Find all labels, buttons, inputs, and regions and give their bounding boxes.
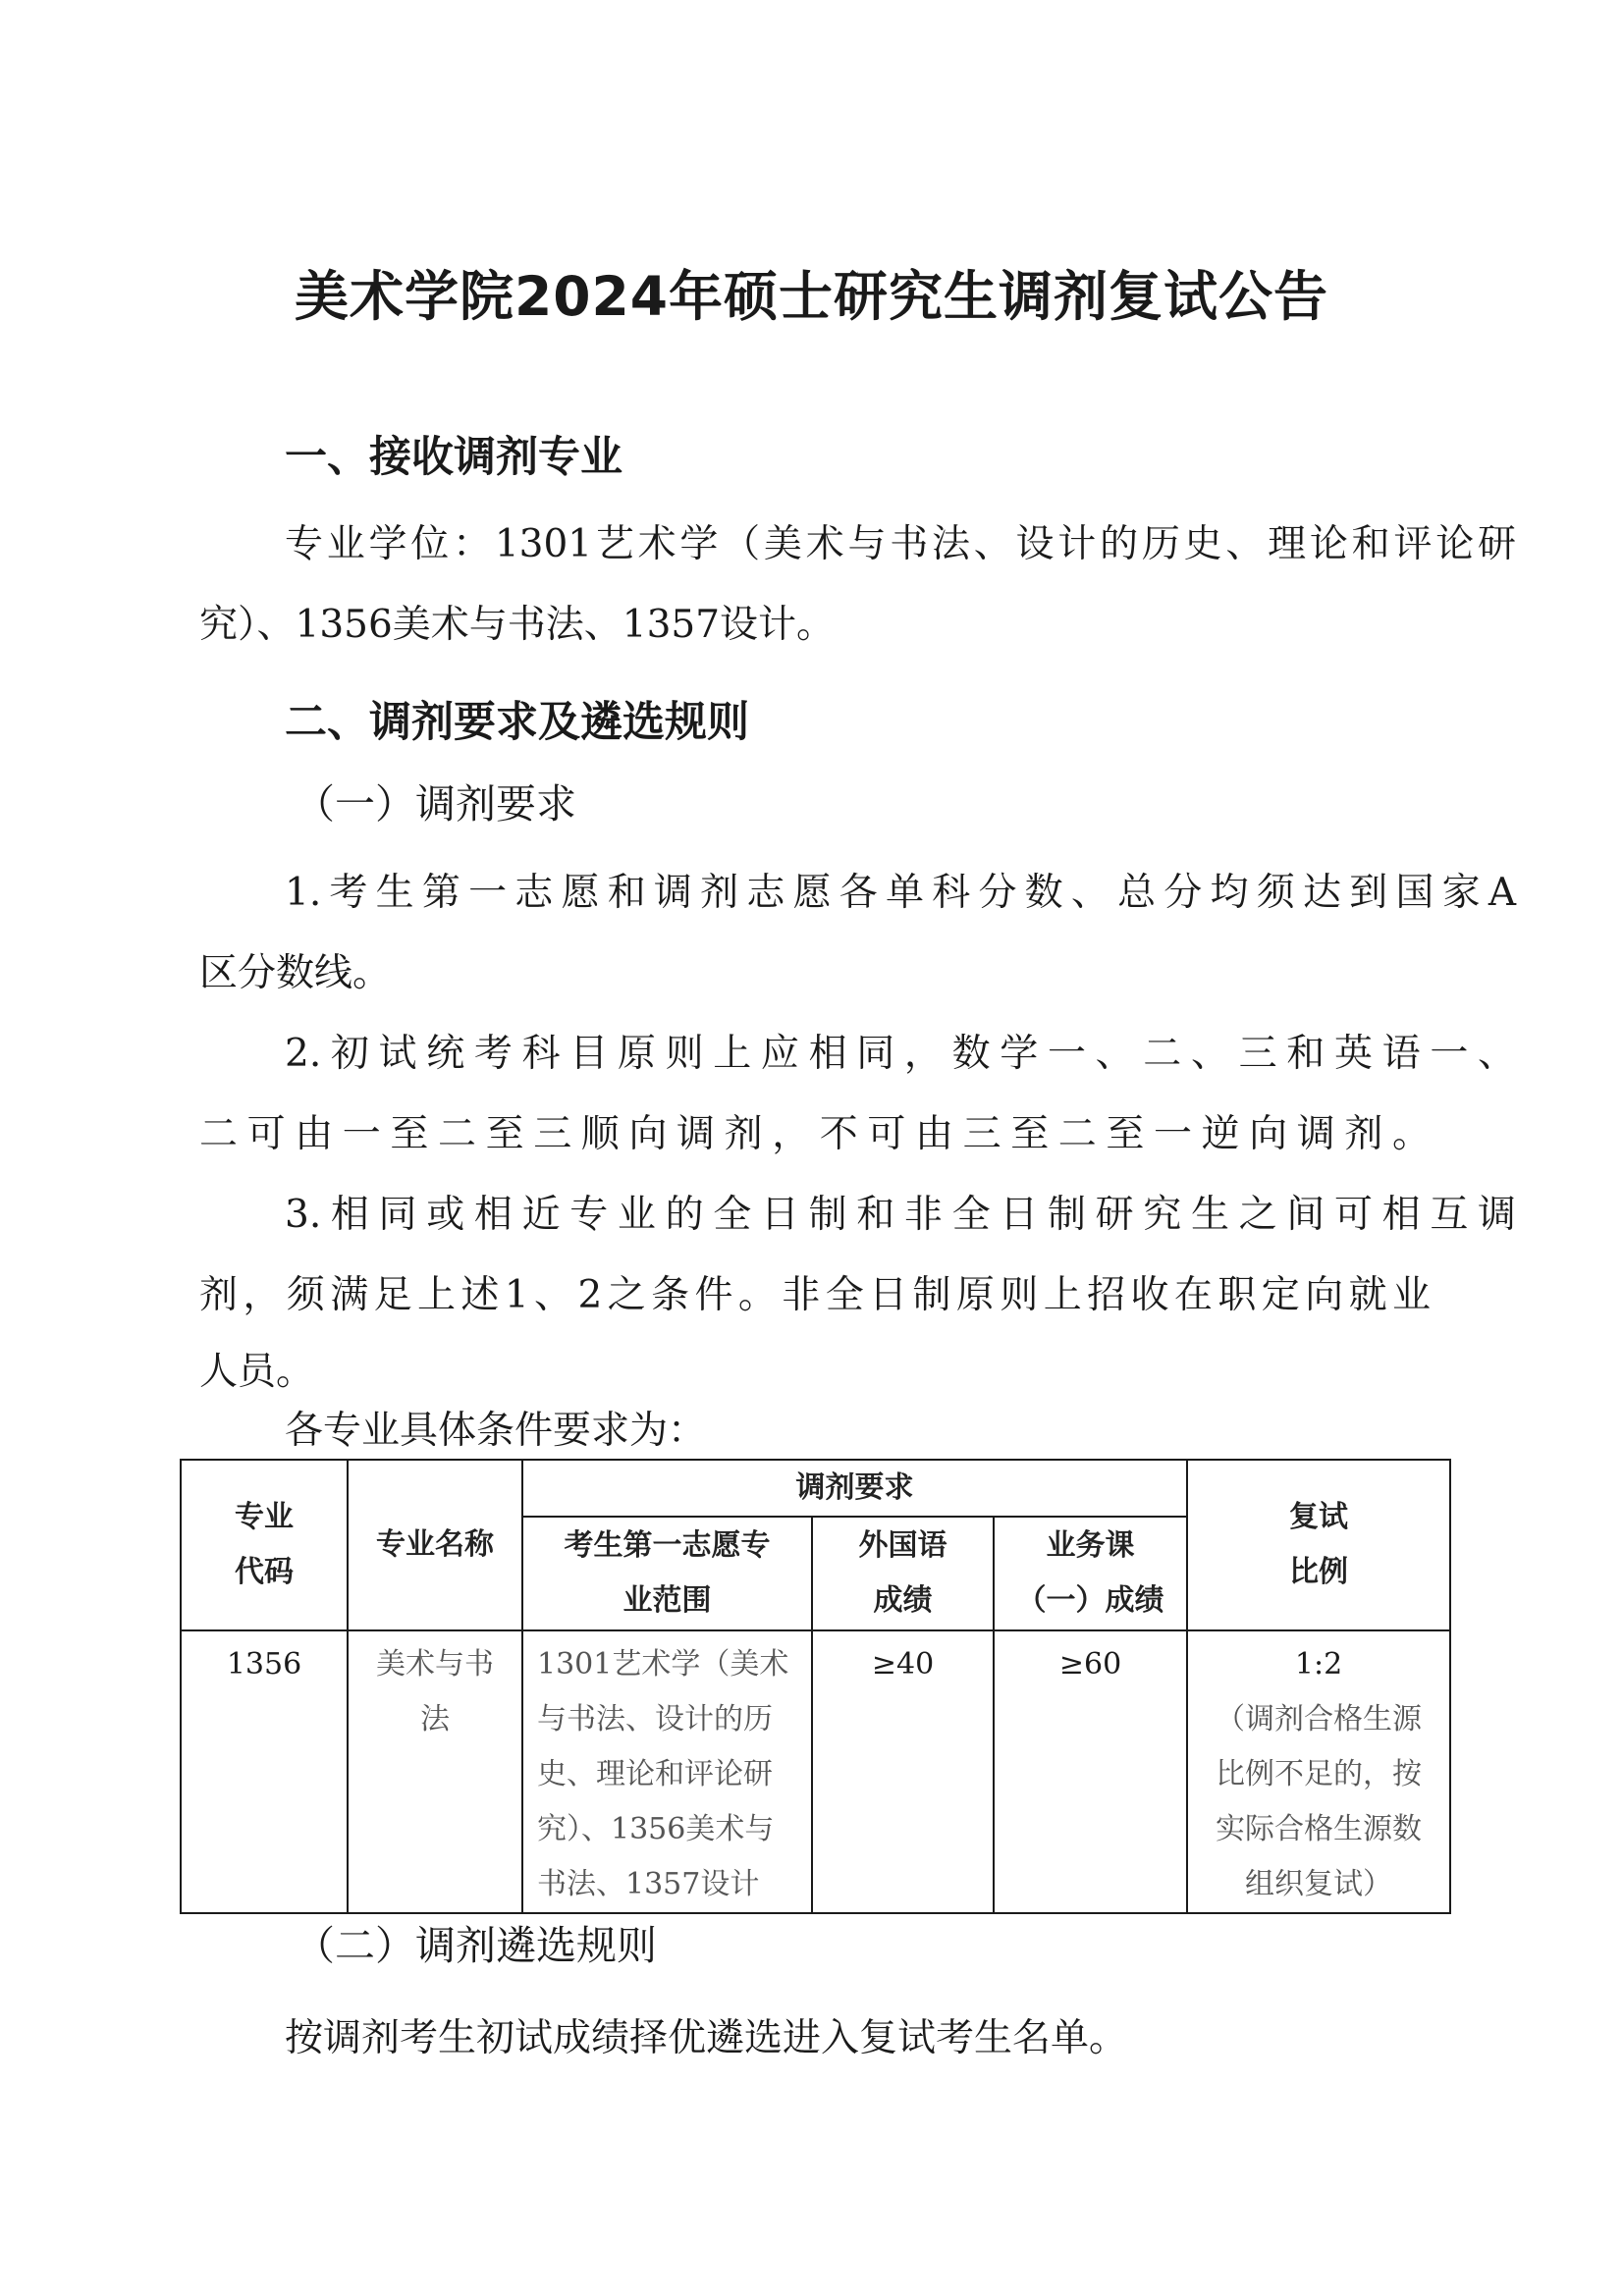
cell-language-score: ≥40 [812, 1630, 994, 1913]
subsection-1-heading: （一）调剂要求 [295, 780, 576, 828]
item-1-line-1: 1.考生第一志愿和调剂志愿各单科分数、总分均须达到国家A [285, 871, 1516, 915]
requirements-table [180, 1459, 1451, 1914]
table-intro: 各专业具体条件要求为： [285, 1409, 707, 1453]
section-1-line-2: 究）、1356美术与书法、1357设计。 [199, 603, 836, 647]
cell-course-score: ≥60 [994, 1630, 1187, 1913]
subsection-2-heading: （二）调剂遴选规则 [295, 1922, 657, 1969]
header-course-score: 业务课 （一）成绩 [994, 1517, 1187, 1630]
cell-retest-ratio: 1:2 （调剂合格生源 比例不足的，按 实际合格生源数 组织复试） [1187, 1630, 1450, 1913]
table-row [181, 1630, 1450, 1913]
item-2-line-1: 2.初试统考科目原则上应相同，数学一、二、三和英语一、 [285, 1032, 1516, 1076]
header-retest-ratio: 复试 比例 [1187, 1460, 1450, 1630]
cell-range: 1301艺术学（美术 与书法、设计的历 史、理论和评论研 究）、1356美术与 书法、1357设计 [522, 1630, 812, 1913]
item-3-line-2: 剂，须满足上述1、2之条件。非全日制原则上招收在职定向就业 [199, 1273, 1431, 1317]
section-2-heading: 二、调剂要求及遴选规则 [285, 698, 749, 747]
cell-name: 美术与书 法 [348, 1630, 522, 1913]
item-3-line-1: 3.相同或相近专业的全日制和非全日制研究生之间可相互调 [285, 1193, 1516, 1237]
subsection-2-text: 按调剂考生初试成绩择优遴选进入复试考生名单。 [285, 2016, 1128, 2060]
header-first-choice-range: 考生第一志愿专 业范围 [522, 1517, 812, 1630]
header-foreign-language-score: 外国语 成绩 [812, 1517, 994, 1630]
header-adjustment-requirements: 调剂要求 [522, 1460, 1187, 1517]
section-1-line-1: 专业学位：1301艺术学（美术与书法、设计的历史、理论和评论研 [285, 522, 1516, 566]
header-major-code: 专业 代码 [181, 1460, 348, 1630]
item-2-line-2: 二可由一至二至三顺向调剂，不可由三至二至一逆向调剂。 [199, 1112, 1431, 1156]
item-3-line-3: 人员。 [199, 1350, 315, 1394]
page-title: 美术学院2024年硕士研究生调剂复试公告 [294, 265, 1329, 328]
section-1-heading: 一、接收调剂专业 [285, 433, 622, 482]
item-1-line-2: 区分数线。 [199, 951, 392, 995]
cell-code: 1356 [181, 1630, 348, 1913]
header-major-name: 专业名称 [348, 1460, 522, 1630]
